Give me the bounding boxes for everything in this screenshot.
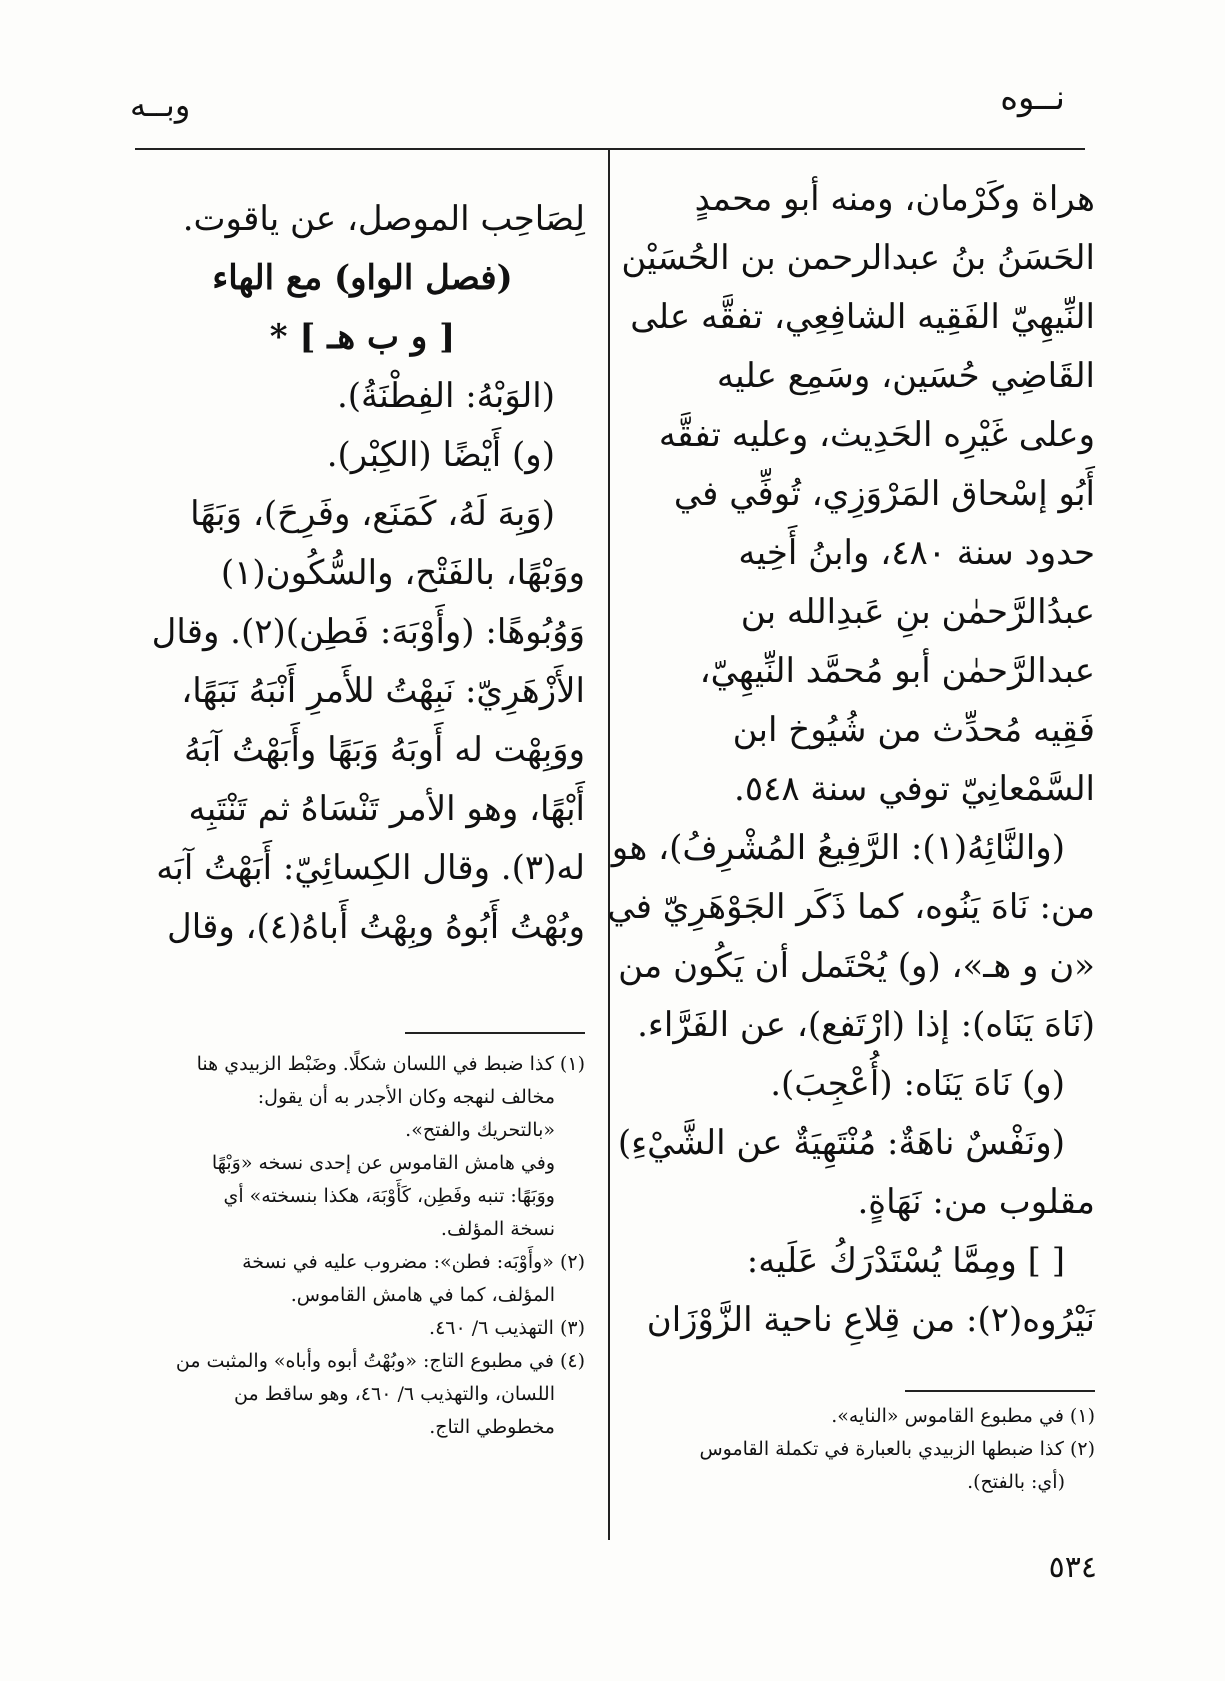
column-divider [608, 150, 610, 1540]
footnote: (٤) في مطبوع التاج: «وبُهْتُ أبوه وأباه» والمثبت من [175, 1350, 585, 1372]
text-line: (والنَّائِهُ(١): الرَّفِيعُ المُشْرِفُ)، هو [611, 828, 1065, 868]
text-line: وَوُبُوهًا: (وأَوْبَهَ: فَطِن)(٢). وقال [151, 612, 585, 652]
text-line: (و) أَيْضًا (الكِبْر). [326, 435, 555, 475]
entry-heading: [ و ب هـ ] * [269, 317, 456, 357]
text-line: فَقِيه مُحدِّث من شُيُوخ ابن [732, 710, 1095, 750]
header-rule [135, 148, 1085, 150]
text-line: «ن و هـ»، (و) يُحْتَمل أن يَكُون من [618, 946, 1095, 986]
text-line: السَّمْعانِيّ توفي سنة ٥٤٨. [734, 769, 1095, 809]
running-header-left: وبــه [130, 86, 191, 124]
footnote: مخطوطي التاج. [429, 1416, 555, 1438]
text-line: الأَزْهَرِيّ: نَبِهْتُ للأَمرِ أَنْبَهُ نَبَهًا، [181, 671, 585, 711]
footnote: (١) كذا ضبط في اللسان شكلًا. وضَبْط الزبيدي هنا [196, 1053, 585, 1075]
text-line: أَبْهًا، وهو الأمر تَنْسَاهُ ثم تَنْتَبِه [188, 789, 585, 829]
footnotes-left [140, 1048, 585, 1444]
footnote: اللسان، والتهذيب ٦/ ٤٦٠، وهو ساقط من [234, 1383, 555, 1405]
text-line: (ونَفْسٌ ناهَةٌ: مُنْتَهِيَةٌ عن الشَّيْءِ) [617, 1123, 1065, 1163]
text-line: عبدُالرَّحمٰن بنِ عَبدِالله بن [740, 592, 1095, 632]
footnote: «بالتحريك والفتح». [405, 1119, 555, 1141]
footnote: وفي هامش القاموس عن إحدى نسخه «وَبْهًا [211, 1152, 555, 1174]
text-line: مقلوب من: نَهَاةٍ. [857, 1182, 1095, 1222]
text-line: (نَاهَ يَنَاه): إذا (ارْتَفع)، عن الفَرَّاء. [637, 1005, 1095, 1045]
footnote: المؤلف، كما في هامش القاموس. [290, 1284, 555, 1306]
text-line: لِصَاحِب الموصل، عن ياقوت. [182, 199, 585, 239]
text-line: أَبُو إسْحاق المَرْوَزِي، تُوفِّي في [673, 474, 1095, 514]
text-line: (الوَبْهُ: الفِطْنَةُ). [336, 376, 555, 416]
text-line: وعلى غَيْرِه الحَدِيث، وعليه تفقَّه [658, 415, 1095, 455]
text-line: القَاضِي حُسَين، وسَمِع عليه [716, 356, 1095, 396]
footnote: (أي: بالفتح). [967, 1471, 1065, 1493]
text-line: [ ] ومِمَّا يُسْتَدْرَكُ عَلَيه: [746, 1241, 1065, 1281]
footnote: مخالف لنهجه وكان الأجدر به أن يقول: [257, 1086, 555, 1108]
text-line: وبُهْتُ أَبُوهُ وبِهْتُ أَباهُ(٤)، وقال [167, 907, 585, 947]
footnote: (٢) «وأَوْبَه: فطن»: مضروب عليه في نسخة [242, 1251, 585, 1273]
footnote: ووَبَهًا: تنبه وفَطِن، كَأَوْبَهَ، هكذا بنسخته» أي [223, 1185, 555, 1207]
text-line: ووَبِهْت له أَوبَهُ وَبَهًا وأَبَهْتُ آبَهُ [184, 730, 585, 770]
footnote: نسخة المؤلف. [440, 1218, 555, 1240]
text-line: عبدالرَّحمٰن أبو مُحمَّد النِّيهِيّ، [699, 651, 1095, 691]
footnote-rule-left [405, 1032, 585, 1034]
right-column [607, 170, 1095, 1350]
text-line: النِّيهِيّ الفَقِيه الشافِعِي، تفقَّه على [630, 297, 1095, 337]
page-number: ٥٣٤ [1048, 1550, 1097, 1585]
left-column [140, 190, 585, 957]
section-heading: (فصل الواو) مع الهاء [212, 258, 513, 298]
text-line: نَيْرُوه(٢): من قِلاعِ ناحية الزَّوْزَان [646, 1300, 1095, 1340]
footnote: (٢) كذا ضبطها الزبيدي بالعبارة في تكملة القاموس [699, 1438, 1095, 1460]
footnote: (١) في مطبوع القاموس «النايه». [831, 1405, 1095, 1427]
text-line: من: نَاهَ يَنُوه، كما ذَكَر الجَوْهَرِيّ في [607, 887, 1095, 927]
text-line: له(٣). وقال الكِسائِيّ: أَبَهْتُ آبَه [156, 848, 585, 888]
footnote-rule-right [905, 1390, 1095, 1392]
text-line: (وَبِهَ لَهُ، كَمَنَع، وفَرِحَ)، وَبَهًا [190, 494, 555, 534]
text-line: الحَسَنُ بنُ عبدالرحمن بن الحُسَيْن [621, 238, 1095, 278]
text-line: (و) نَاهَ يَنَاه: (أُعْجِبَ). [770, 1064, 1065, 1104]
text-line: حدود سنة ٤٨٠، وابنُ أَخِيه [738, 533, 1095, 573]
running-header-right: نــوه [1000, 78, 1065, 118]
footnote: (٣) التهذيب ٦/ ٤٦٠. [429, 1317, 585, 1339]
text-line: ووَبْهًا، بالفَتْح، والسُّكُون(١) [220, 553, 585, 593]
footnotes-right [655, 1400, 1095, 1499]
text-line: هراة وكَرْمان، ومنه أبو محمدٍ [694, 179, 1095, 219]
